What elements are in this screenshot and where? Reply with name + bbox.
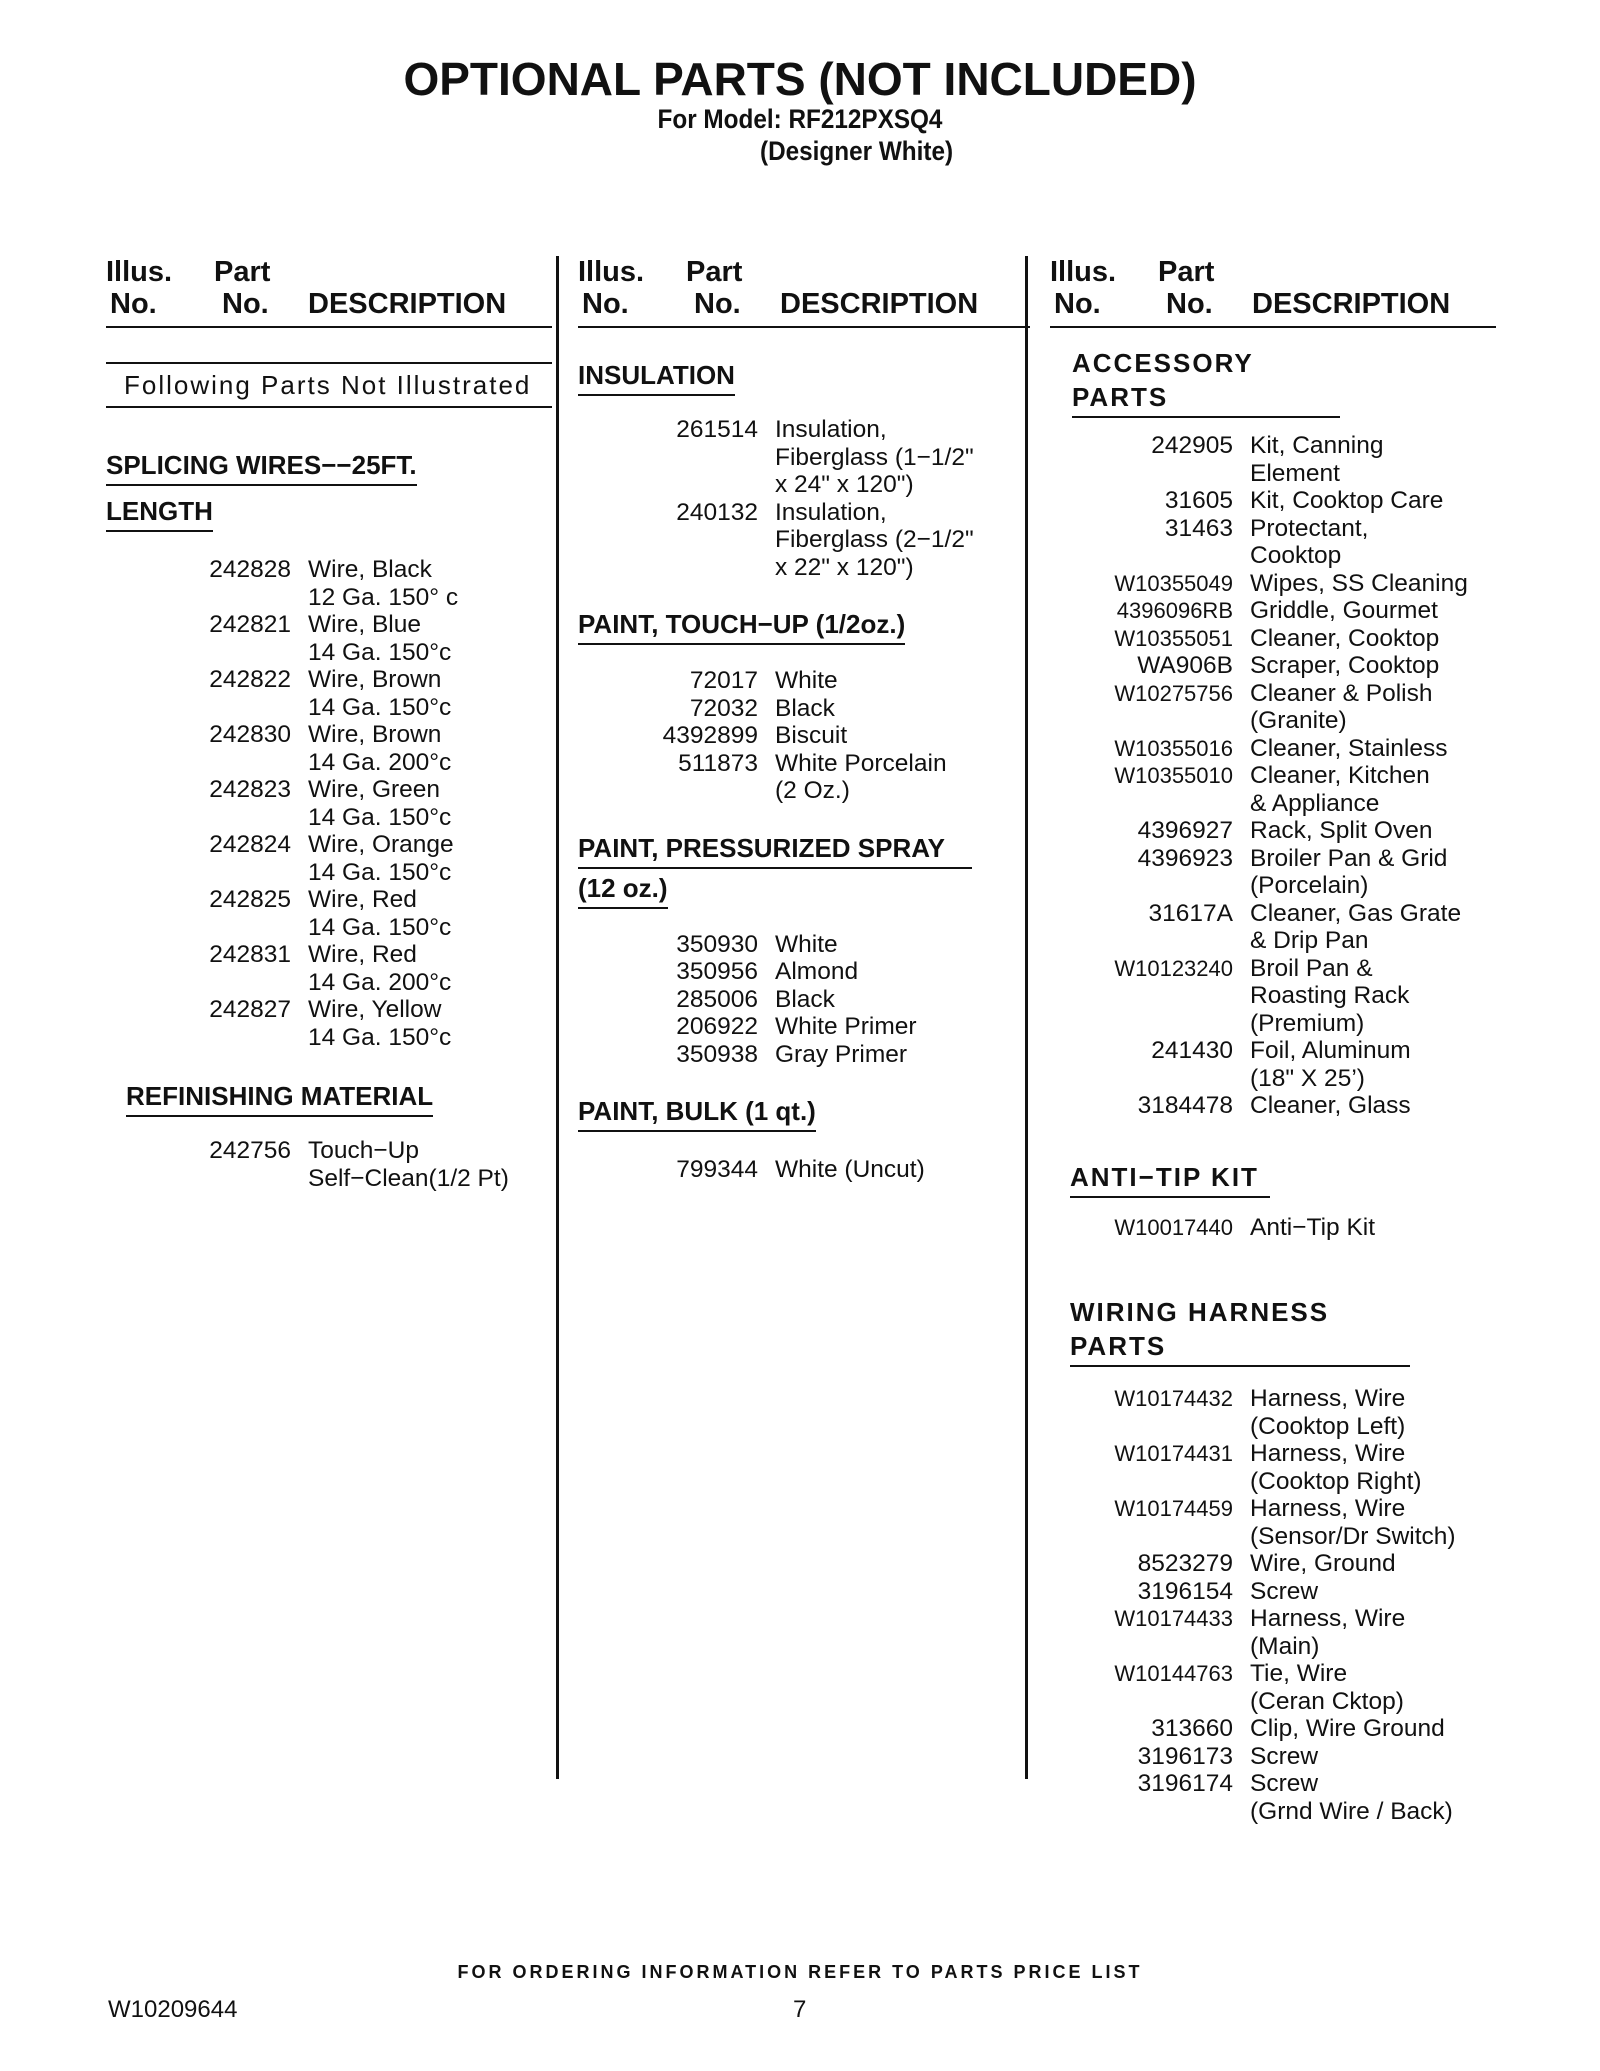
part-description: Rack, Split Oven [1250, 817, 1433, 844]
part-number: 242831 [209, 941, 291, 968]
column-header [106, 256, 552, 328]
part-row [578, 1013, 1030, 1041]
part-row [578, 958, 1030, 986]
part-description: Biscuit [775, 722, 848, 749]
part-description: Cleaner, Glass [1250, 1092, 1411, 1119]
item-list [578, 1156, 1030, 1184]
part-description: White [775, 930, 838, 958]
column-header [1050, 256, 1496, 328]
part-row [1050, 515, 1496, 570]
part-number: W10275756 [1114, 680, 1233, 706]
part-description: Wire, Blue 14 Ga. 150°c [308, 611, 452, 666]
part-number: 240132 [676, 498, 758, 526]
header-illus: Illus. [578, 256, 645, 288]
section-insulation [578, 358, 1030, 581]
part-description: Wire, Ground [1250, 1550, 1396, 1577]
part-description: Screw [1250, 1742, 1319, 1770]
part-description: Touch−Up Self−Clean(1/2 Pt) [308, 1137, 509, 1192]
header-part-no: No. [694, 288, 741, 320]
part-number: 4396923 [1137, 844, 1233, 872]
part-row [106, 941, 552, 996]
part-description: Cleaner, Cooktop [1250, 624, 1440, 652]
model-line: For Model: RF212PXSQ4 [657, 104, 943, 134]
section-title: REFINISHING MATERIAL [126, 1079, 433, 1117]
part-number: 4396096RB [1116, 598, 1233, 623]
part-number: W10355049 [1114, 570, 1233, 596]
part-row [1050, 1743, 1496, 1771]
section-title: INSULATION [578, 358, 735, 396]
part-number: W10144763 [1114, 1661, 1233, 1686]
section-title: ANTI−TIP KIT [1070, 1160, 1270, 1198]
part-number: 72017 [689, 667, 758, 694]
part-description: Harness, Wire (Cooktop Left) [1250, 1385, 1406, 1440]
header-illus: Illus. [1050, 256, 1117, 288]
header-illus-no: No. [1054, 288, 1101, 320]
part-number: 350938 [676, 1040, 758, 1068]
part-number: W10174433 [1114, 1606, 1233, 1631]
part-number: 350956 [676, 958, 758, 985]
part-description: Tie, Wire (Ceran Cktop) [1250, 1660, 1404, 1715]
part-row [1050, 597, 1496, 625]
part-row [1050, 652, 1496, 680]
not-illustrated-note: Following Parts Not Illustrated [106, 362, 552, 408]
part-number: 242825 [209, 886, 291, 913]
part-description: Gray Primer [775, 1040, 908, 1068]
header-part-no: No. [1166, 288, 1213, 320]
section-title: SPLICING WIRES−−25FT. [106, 448, 417, 486]
part-number: 242830 [209, 721, 291, 748]
part-row [106, 721, 552, 776]
header-illus-no: No. [582, 288, 629, 320]
part-number: W10174459 [1114, 1496, 1233, 1521]
part-description: Wire, Orange 14 Ga. 150°c [308, 831, 454, 886]
section-antitip [1050, 1160, 1496, 1198]
part-number: 799344 [676, 1156, 758, 1183]
part-description: Cleaner, Gas Grate & Drip Pan [1250, 899, 1462, 954]
part-row [1050, 487, 1496, 515]
part-number: 3196173 [1137, 1742, 1233, 1770]
part-row [1050, 735, 1496, 763]
part-row [1050, 1214, 1496, 1242]
part-description: Wire, Yellow 14 Ga. 150°c [308, 996, 452, 1051]
part-number: 72032 [689, 694, 758, 722]
part-number: 8523279 [1137, 1550, 1233, 1577]
column-1 [106, 256, 552, 1192]
item-list [106, 556, 552, 1051]
part-description: Harness, Wire (Sensor/Dr Switch) [1250, 1495, 1456, 1550]
column-header [578, 256, 1030, 328]
part-row [578, 1041, 1030, 1069]
part-description: Black [775, 694, 835, 722]
section-title: LENGTH [106, 494, 213, 532]
part-number: W10174432 [1114, 1386, 1233, 1411]
header-illus: Illus. [106, 256, 173, 288]
item-list [1050, 432, 1496, 1120]
section-paint-spray [578, 831, 1030, 1069]
part-description: Wire, Red 14 Ga. 200°c [308, 941, 452, 996]
ordering-note: FOR ORDERING INFORMATION REFER TO PARTS PRICE LIST [457, 1962, 1143, 1982]
part-description: Kit, Cooktop Care [1250, 487, 1444, 514]
part-description: White (Uncut) [775, 1156, 925, 1183]
part-number: 285006 [676, 985, 758, 1013]
part-row [1050, 625, 1496, 653]
part-number: 261514 [676, 416, 758, 443]
part-description: Cleaner, Stainless [1250, 734, 1448, 762]
part-row [578, 931, 1030, 959]
part-description: Insulation, Fiberglass (1−1/2" x 24" x 120") [775, 416, 974, 498]
part-description: Foil, Aluminum (18" X 25’) [1250, 1037, 1411, 1092]
item-list [1050, 1385, 1496, 1825]
part-description: Insulation, Fiberglass (2−1/2" x 22" x 120") [775, 498, 974, 581]
part-number: 206922 [676, 1013, 758, 1040]
section-title: PAINT, PRESSURIZED SPRAY [578, 831, 972, 869]
part-number: 511873 [678, 749, 758, 777]
part-description: Broil Pan & Roasting Rack (Premium) [1250, 954, 1410, 1037]
part-number: 241430 [1151, 1037, 1233, 1064]
part-description: Black [775, 985, 835, 1013]
page-title: OPTIONAL PARTS (NOT INCLUDED) [403, 53, 1197, 105]
part-number: W10355051 [1114, 625, 1233, 651]
part-row [106, 831, 552, 886]
section-refinishing [106, 1079, 552, 1117]
part-description: Anti−Tip Kit [1250, 1213, 1376, 1241]
part-description: Wire, Green 14 Ga. 150°c [308, 776, 452, 831]
column-2 [578, 256, 1030, 1184]
part-description: Almond [775, 958, 859, 985]
part-row [1050, 1037, 1496, 1092]
part-row [106, 886, 552, 941]
part-description: Wire, Brown 14 Ga. 200°c [308, 721, 452, 776]
part-description: Clip, Wire Ground [1250, 1715, 1445, 1742]
part-description: Wire, Black 12 Ga. 150° c [308, 556, 459, 611]
part-description: Screw [1250, 1577, 1319, 1605]
header-illus-no: No. [110, 288, 157, 320]
part-number: 242828 [209, 556, 291, 583]
part-row [1050, 817, 1496, 845]
part-row [578, 499, 1030, 582]
section-accessory [1050, 346, 1496, 418]
part-number: 242827 [209, 996, 291, 1023]
part-row [1050, 1495, 1496, 1550]
item-list [578, 667, 1030, 805]
part-description: Griddle, Gourmet [1250, 597, 1438, 624]
header-part: Part [686, 256, 743, 288]
part-number: 3196174 [1137, 1770, 1233, 1797]
part-number: 4392899 [662, 722, 758, 749]
part-number: 3184478 [1137, 1092, 1233, 1119]
part-row [1050, 1715, 1496, 1743]
part-description: Cleaner & Polish (Granite) [1250, 679, 1433, 734]
part-description: Wipes, SS Cleaning [1250, 569, 1468, 597]
part-row [578, 986, 1030, 1014]
section-title: PAINT, TOUCH−UP (1/2oz.) [578, 607, 905, 645]
part-row [1050, 1550, 1496, 1578]
part-row [578, 750, 1030, 805]
part-row [1050, 1578, 1496, 1606]
part-description: Broiler Pan & Grid (Porcelain) [1250, 844, 1448, 899]
finish-line: (Designer White) [760, 136, 954, 166]
part-number: 242756 [209, 1137, 291, 1164]
part-row [1050, 900, 1496, 955]
part-description: Wire, Red 14 Ga. 150°c [308, 886, 452, 941]
part-row [1050, 432, 1496, 487]
header-description: DESCRIPTION [1252, 288, 1451, 320]
item-list [578, 416, 1030, 581]
part-description: Screw (Grnd Wire / Back) [1250, 1770, 1453, 1825]
part-row [1050, 1660, 1496, 1715]
part-number: 31463 [1164, 514, 1233, 542]
section-splicing-wires [106, 448, 552, 1051]
part-row [106, 611, 552, 666]
part-row [578, 1156, 1030, 1184]
part-number: W10355016 [1114, 735, 1233, 761]
part-row [578, 722, 1030, 750]
page-number: 7 [793, 1996, 807, 2023]
column-divider [556, 256, 559, 1779]
header-description: DESCRIPTION [780, 288, 979, 320]
part-number: W10017440 [1114, 1214, 1233, 1240]
item-list [578, 931, 1030, 1069]
part-number: W10123240 [1114, 955, 1233, 981]
part-row [1050, 680, 1496, 735]
section-title: WIRING HARNESS PARTS [1070, 1295, 1410, 1367]
part-number: 31617A [1148, 899, 1233, 927]
part-row [578, 695, 1030, 723]
part-description: White Porcelain (2 Oz.) [775, 749, 947, 804]
part-number: 242905 [1151, 432, 1233, 459]
part-number: 3196154 [1137, 1577, 1233, 1605]
part-row [1050, 1770, 1496, 1825]
part-row [1050, 1605, 1496, 1660]
section-title: (12 oz.) [578, 871, 668, 909]
section-paint-bulk [578, 1094, 1030, 1184]
part-number: W10174431 [1114, 1441, 1233, 1466]
part-description: White [775, 667, 838, 694]
section-paint-touchup [578, 607, 1030, 805]
part-number: 242823 [209, 776, 291, 803]
part-description: Scraper, Cooktop [1250, 652, 1440, 679]
part-row [578, 416, 1030, 499]
part-number: 31605 [1164, 487, 1233, 514]
column-3 [1050, 256, 1496, 1825]
part-description: Kit, Canning Element [1250, 432, 1384, 487]
part-row [1050, 955, 1496, 1038]
header-part: Part [1158, 256, 1215, 288]
part-description: Harness, Wire (Main) [1250, 1605, 1406, 1660]
part-row [1050, 1385, 1496, 1440]
part-number: 313660 [1151, 1715, 1233, 1742]
part-row [1050, 845, 1496, 900]
section-title: PAINT, BULK (1 qt.) [578, 1094, 816, 1132]
part-row [1050, 762, 1496, 817]
part-number: 350930 [676, 930, 758, 958]
header-part-no: No. [222, 288, 269, 320]
part-number: W10355010 [1114, 763, 1233, 788]
part-row [106, 556, 552, 611]
item-list [106, 1137, 552, 1192]
part-row [1050, 1092, 1496, 1120]
part-description: Wire, Brown 14 Ga. 150°c [308, 666, 452, 721]
item-list [1050, 1214, 1496, 1242]
section-wiring [1050, 1295, 1496, 1367]
part-description: Cleaner, Kitchen & Appliance [1250, 762, 1430, 817]
part-row [1050, 570, 1496, 598]
part-number: 242822 [209, 666, 291, 693]
part-description: Protectant, Cooktop [1250, 514, 1369, 569]
part-row [106, 776, 552, 831]
part-number: 242824 [209, 831, 291, 858]
part-row [578, 667, 1030, 695]
part-description: Harness, Wire (Cooktop Right) [1250, 1440, 1422, 1495]
header-part: Part [214, 256, 271, 288]
part-row [1050, 1440, 1496, 1495]
part-description: White Primer [775, 1013, 917, 1040]
part-row [106, 996, 552, 1051]
part-number: 4396927 [1137, 817, 1233, 844]
part-number: 242821 [209, 611, 291, 638]
part-row [106, 666, 552, 721]
part-number: WA906B [1137, 652, 1233, 679]
header-description: DESCRIPTION [308, 288, 507, 320]
part-row [106, 1137, 552, 1192]
section-title: ACCESSORY PARTS [1072, 346, 1340, 418]
document-number: W10209644 [108, 1996, 238, 2023]
